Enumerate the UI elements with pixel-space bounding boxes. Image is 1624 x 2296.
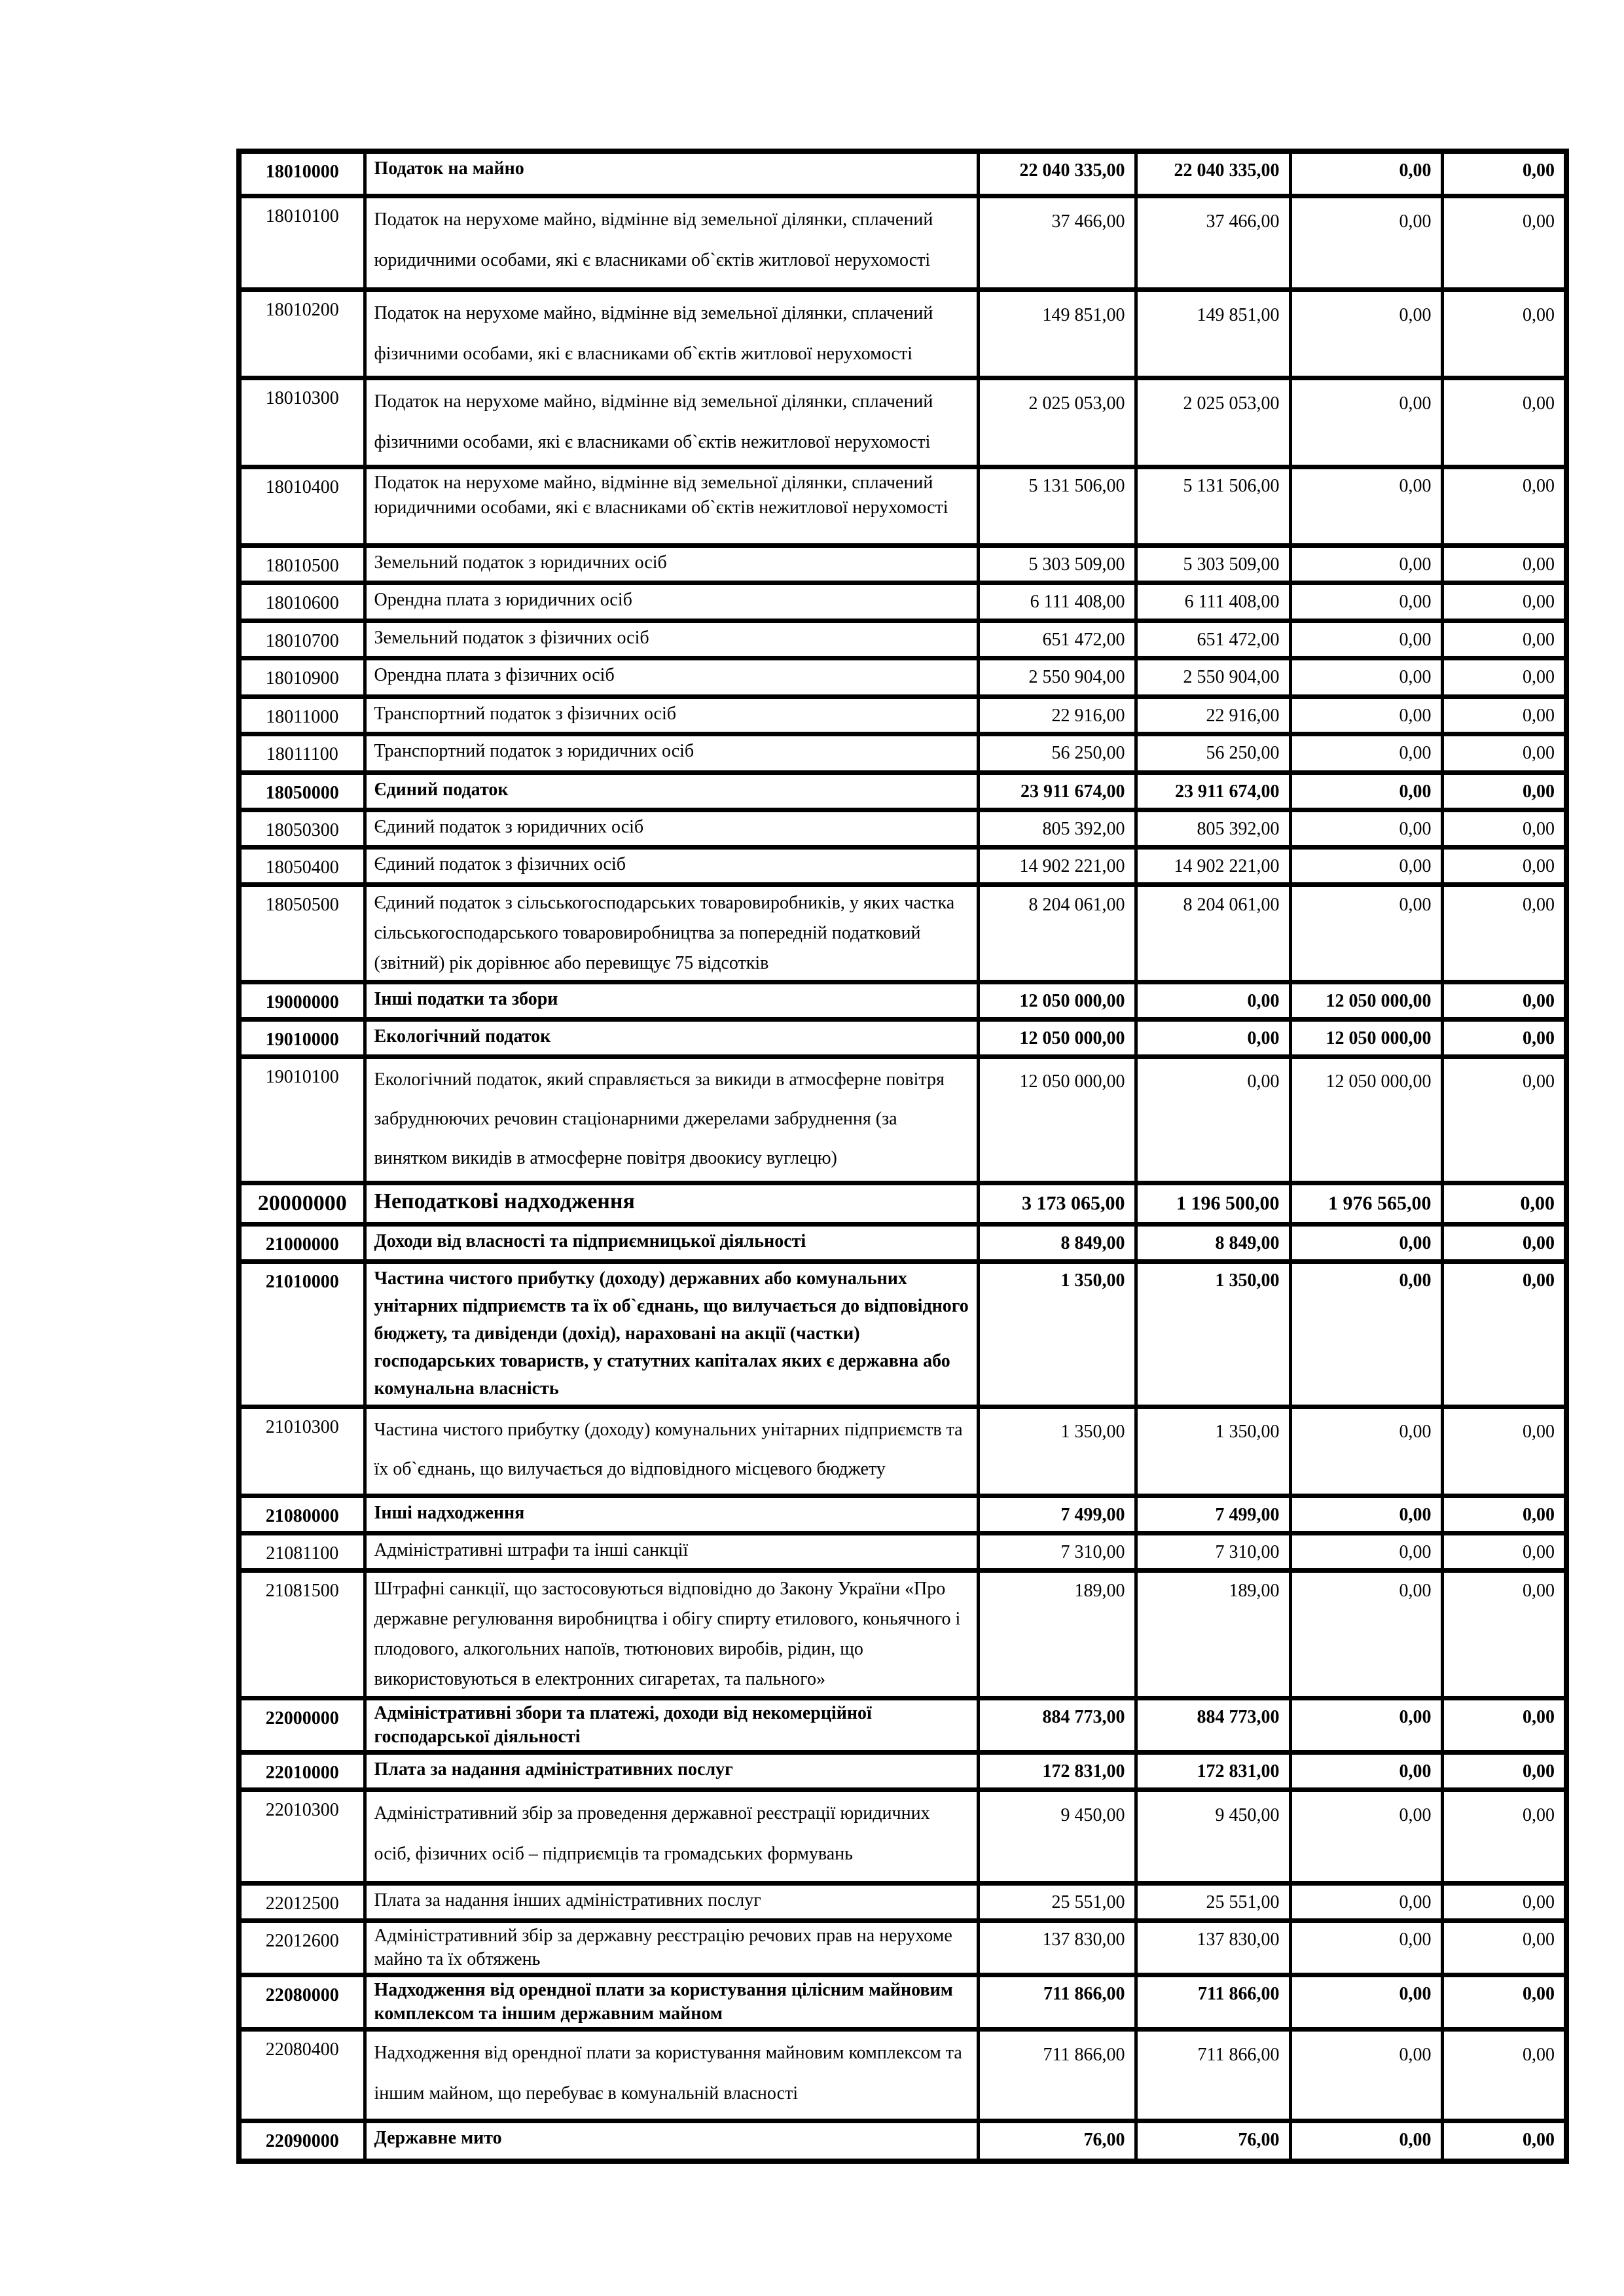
row-description: Транспортний податок з юридичних осіб <box>365 734 978 772</box>
value-col-2: 189,00 <box>1136 1570 1290 1698</box>
value-col-2: 172 831,00 <box>1136 1752 1290 1789</box>
row-description: Надходження від орендної плати за користування цілісним майновим комплексом та іншим державним майном <box>365 1975 978 2029</box>
value-col-3: 12 050 000,00 <box>1290 1056 1442 1183</box>
row-description: Адміністративний збір за проведення державної реєстрації юридичних осіб, фізичних осіб – підприємців та громадських формувань <box>365 1789 978 1883</box>
value-col-3: 0,00 <box>1290 810 1442 847</box>
value-col-1: 711 866,00 <box>978 2029 1136 2121</box>
value-col-3: 0,00 <box>1290 583 1442 620</box>
row-description: Земельний податок з юридичних осіб <box>365 545 978 583</box>
row-description: Доходи від власності та підприємницької діяльності <box>365 1224 978 1261</box>
table-row <box>239 289 1566 378</box>
value-col-4: 0,00 <box>1442 620 1566 658</box>
row-code: 19010100 <box>239 1056 365 1183</box>
value-col-4: 0,00 <box>1442 696 1566 734</box>
table-row <box>239 1752 1566 1789</box>
value-col-2: 8 204 061,00 <box>1136 884 1290 982</box>
value-col-1: 2 550 904,00 <box>978 658 1136 696</box>
value-col-2: 5 303 509,00 <box>1136 545 1290 583</box>
row-code: 18050500 <box>239 884 365 982</box>
table-row <box>239 1789 1566 1883</box>
value-col-3: 0,00 <box>1290 620 1442 658</box>
row-code: 19010000 <box>239 1019 365 1056</box>
table-row <box>239 583 1566 620</box>
table-row <box>239 884 1566 982</box>
value-col-3: 0,00 <box>1290 1570 1442 1698</box>
row-description: Екологічний податок, який справляється за викиди в атмосферне повітря забруднюючих речовин стаціонарними джерелами забруднення (за винятком викидів в атмосферне повітря двоокису вуглецю) <box>365 1056 978 1183</box>
value-col-2: 8 849,00 <box>1136 1224 1290 1261</box>
value-col-1: 7 310,00 <box>978 1533 1136 1570</box>
value-col-3: 0,00 <box>1290 545 1442 583</box>
value-col-2: 56 250,00 <box>1136 734 1290 772</box>
row-description: Орендна плата з юридичних осіб <box>365 583 978 620</box>
value-col-3: 0,00 <box>1290 1975 1442 2029</box>
table-row <box>239 847 1566 884</box>
table-row <box>239 1407 1566 1496</box>
row-description: Транспортний податок з фізичних осіб <box>365 696 978 734</box>
value-col-4: 0,00 <box>1442 772 1566 810</box>
row-description: Штрафні санкції, що застосовуються відповідно до Закону України «Про державне регулювання виробництва і обігу спирту етилового, коньячного і плодового, алкогольних напоїв, тютюнових виробів, рідин, що використовуються в електронних сигаретах, та пального» <box>365 1570 978 1698</box>
value-col-4: 0,00 <box>1442 583 1566 620</box>
value-col-1: 5 303 509,00 <box>978 545 1136 583</box>
table-row <box>239 151 1566 196</box>
value-col-1: 25 551,00 <box>978 1883 1136 1920</box>
table-row <box>239 1496 1566 1533</box>
value-col-3: 0,00 <box>1290 847 1442 884</box>
row-code: 22012600 <box>239 1920 365 1975</box>
table-row <box>239 1019 1566 1056</box>
row-description: Частина чистого прибутку (доходу) державних або комунальних унітарних підприємств та їх об`єднань, що вилучається до відповідного бюджету, та дивіденди (дохід), нараховані на акції (частки) господарських товариств, у статутних капіталах яких є державна або комунальна власність <box>365 1261 978 1407</box>
table-row <box>239 2121 1566 2161</box>
value-col-4: 0,00 <box>1442 1883 1566 1920</box>
value-col-2: 149 851,00 <box>1136 289 1290 378</box>
value-col-3: 0,00 <box>1290 378 1442 467</box>
table-row <box>239 467 1566 545</box>
row-code: 18010600 <box>239 583 365 620</box>
value-col-2: 22 040 335,00 <box>1136 151 1290 196</box>
value-col-1: 805 392,00 <box>978 810 1136 847</box>
table-row <box>239 196 1566 289</box>
value-col-1: 711 866,00 <box>978 1975 1136 2029</box>
value-col-4: 0,00 <box>1442 1019 1566 1056</box>
value-col-1: 12 050 000,00 <box>978 982 1136 1019</box>
row-description: Інші податки та збори <box>365 982 978 1019</box>
row-description: Єдиний податок з юридичних осіб <box>365 810 978 847</box>
table-row <box>239 1570 1566 1698</box>
value-col-4: 0,00 <box>1442 1183 1566 1224</box>
value-col-4: 0,00 <box>1442 1056 1566 1183</box>
row-code: 18010000 <box>239 151 365 196</box>
value-col-3: 0,00 <box>1290 2029 1442 2121</box>
row-description: Податок на нерухоме майно, відмінне від земельної ділянки, сплачений юридичними особами, які є власниками об`єктів нежитлової нерухомості <box>365 467 978 545</box>
row-code: 22000000 <box>239 1698 365 1752</box>
row-code: 21081100 <box>239 1533 365 1570</box>
value-col-2: 76,00 <box>1136 2121 1290 2161</box>
value-col-1: 149 851,00 <box>978 289 1136 378</box>
row-description: Єдиний податок <box>365 772 978 810</box>
value-col-3: 0,00 <box>1290 196 1442 289</box>
table-row <box>239 620 1566 658</box>
value-col-4: 0,00 <box>1442 1752 1566 1789</box>
value-col-1: 14 902 221,00 <box>978 847 1136 884</box>
row-description: Адміністративні збори та платежі, доходи від некомерційної господарської діяльності <box>365 1698 978 1752</box>
value-col-2: 0,00 <box>1136 1019 1290 1056</box>
row-code: 22080400 <box>239 2029 365 2121</box>
value-col-1: 137 830,00 <box>978 1920 1136 1975</box>
table-row <box>239 734 1566 772</box>
value-col-1: 56 250,00 <box>978 734 1136 772</box>
value-col-1: 1 350,00 <box>978 1261 1136 1407</box>
value-col-2: 9 450,00 <box>1136 1789 1290 1883</box>
table-row <box>239 696 1566 734</box>
value-col-2: 14 902 221,00 <box>1136 847 1290 884</box>
value-col-2: 6 111 408,00 <box>1136 583 1290 620</box>
value-col-3: 0,00 <box>1290 734 1442 772</box>
value-col-4: 0,00 <box>1442 545 1566 583</box>
value-col-2: 651 472,00 <box>1136 620 1290 658</box>
value-col-2: 5 131 506,00 <box>1136 467 1290 545</box>
value-col-4: 0,00 <box>1442 1570 1566 1698</box>
value-col-2: 711 866,00 <box>1136 2029 1290 2121</box>
row-code: 22010300 <box>239 1789 365 1883</box>
value-col-4: 0,00 <box>1442 810 1566 847</box>
row-code: 18010900 <box>239 658 365 696</box>
value-col-2: 0,00 <box>1136 982 1290 1019</box>
value-col-1: 12 050 000,00 <box>978 1056 1136 1183</box>
value-col-3: 0,00 <box>1290 1496 1442 1533</box>
value-col-4: 0,00 <box>1442 2029 1566 2121</box>
value-col-1: 3 173 065,00 <box>978 1183 1136 1224</box>
row-description: Плата за надання адміністративних послуг <box>365 1752 978 1789</box>
value-col-1: 22 916,00 <box>978 696 1136 734</box>
value-col-1: 37 466,00 <box>978 196 1136 289</box>
value-col-4: 0,00 <box>1442 467 1566 545</box>
value-col-4: 0,00 <box>1442 1920 1566 1975</box>
value-col-1: 172 831,00 <box>978 1752 1136 1789</box>
row-code: 22012500 <box>239 1883 365 1920</box>
row-description: Податок на майно <box>365 151 978 196</box>
value-col-3: 0,00 <box>1290 1752 1442 1789</box>
row-code: 22080000 <box>239 1975 365 2029</box>
value-col-4: 0,00 <box>1442 151 1566 196</box>
row-description: Надходження від орендної плати за користування майновим комплексом та іншим майном, що перебуває в комунальній власності <box>365 2029 978 2121</box>
value-col-3: 0,00 <box>1290 1407 1442 1496</box>
value-col-2: 805 392,00 <box>1136 810 1290 847</box>
value-col-3: 0,00 <box>1290 696 1442 734</box>
value-col-2: 1 350,00 <box>1136 1261 1290 1407</box>
value-col-3: 0,00 <box>1290 772 1442 810</box>
value-col-2: 22 916,00 <box>1136 696 1290 734</box>
value-col-3: 0,00 <box>1290 2121 1442 2161</box>
value-col-2: 711 866,00 <box>1136 1975 1290 2029</box>
value-col-2: 2 025 053,00 <box>1136 378 1290 467</box>
row-description: Адміністративні штрафи та інші санкції <box>365 1533 978 1570</box>
row-code: 21010300 <box>239 1407 365 1496</box>
row-description: Податок на нерухоме майно, відмінне від земельної ділянки, сплачений фізичними особами, які є власниками об`єктів житлової нерухомості <box>365 289 978 378</box>
value-col-4: 0,00 <box>1442 884 1566 982</box>
value-col-1: 884 773,00 <box>978 1698 1136 1752</box>
value-col-2: 2 550 904,00 <box>1136 658 1290 696</box>
value-col-4: 0,00 <box>1442 1698 1566 1752</box>
row-description: Інші надходження <box>365 1496 978 1533</box>
value-col-3: 0,00 <box>1290 1261 1442 1407</box>
row-description: Єдиний податок з фізичних осіб <box>365 847 978 884</box>
row-description: Земельний податок з фізичних осіб <box>365 620 978 658</box>
table-row <box>239 1533 1566 1570</box>
value-col-1: 1 350,00 <box>978 1407 1136 1496</box>
value-col-3: 0,00 <box>1290 1920 1442 1975</box>
value-col-1: 2 025 053,00 <box>978 378 1136 467</box>
row-description: Орендна плата з фізичних осіб <box>365 658 978 696</box>
row-code: 18010100 <box>239 196 365 289</box>
row-description: Екологічний податок <box>365 1019 978 1056</box>
value-col-1: 6 111 408,00 <box>978 583 1136 620</box>
value-col-4: 0,00 <box>1442 1789 1566 1883</box>
value-col-3: 0,00 <box>1290 884 1442 982</box>
row-code: 18011000 <box>239 696 365 734</box>
value-col-4: 0,00 <box>1442 1496 1566 1533</box>
table-row <box>239 1883 1566 1920</box>
row-code: 18050300 <box>239 810 365 847</box>
value-col-4: 0,00 <box>1442 1261 1566 1407</box>
row-code: 18010400 <box>239 467 365 545</box>
row-code: 22090000 <box>239 2121 365 2161</box>
table-row <box>239 982 1566 1019</box>
row-code: 21000000 <box>239 1224 365 1261</box>
table-row <box>239 1920 1566 1975</box>
value-col-2: 1 350,00 <box>1136 1407 1290 1496</box>
value-col-3: 0,00 <box>1290 658 1442 696</box>
value-col-4: 0,00 <box>1442 1407 1566 1496</box>
table-row <box>239 1698 1566 1752</box>
budget-table-body <box>239 151 1566 2161</box>
row-code: 18011100 <box>239 734 365 772</box>
value-col-2: 0,00 <box>1136 1056 1290 1183</box>
table-row <box>239 545 1566 583</box>
value-col-1: 8 849,00 <box>978 1224 1136 1261</box>
value-col-4: 0,00 <box>1442 196 1566 289</box>
value-col-4: 0,00 <box>1442 734 1566 772</box>
row-code: 18010200 <box>239 289 365 378</box>
table-row <box>239 810 1566 847</box>
value-col-4: 0,00 <box>1442 2121 1566 2161</box>
value-col-3: 0,00 <box>1290 1698 1442 1752</box>
table-row <box>239 772 1566 810</box>
budget-revenue-table <box>236 149 1569 2164</box>
value-col-1: 12 050 000,00 <box>978 1019 1136 1056</box>
row-code: 18050400 <box>239 847 365 884</box>
value-col-1: 5 131 506,00 <box>978 467 1136 545</box>
row-description: Державне мито <box>365 2121 978 2161</box>
value-col-2: 37 466,00 <box>1136 196 1290 289</box>
table-row <box>239 1975 1566 2029</box>
value-col-3: 0,00 <box>1290 467 1442 545</box>
table-row <box>239 2029 1566 2121</box>
row-code: 22010000 <box>239 1752 365 1789</box>
table-row <box>239 658 1566 696</box>
value-col-2: 7 499,00 <box>1136 1496 1290 1533</box>
value-col-3: 12 050 000,00 <box>1290 1019 1442 1056</box>
value-col-4: 0,00 <box>1442 378 1566 467</box>
value-col-4: 0,00 <box>1442 982 1566 1019</box>
value-col-4: 0,00 <box>1442 1975 1566 2029</box>
row-description: Податок на нерухоме майно, відмінне від земельної ділянки, сплачений фізичними особами, які є власниками об`єктів нежитлової нерухомості <box>365 378 978 467</box>
value-col-1: 8 204 061,00 <box>978 884 1136 982</box>
value-col-3: 0,00 <box>1290 1883 1442 1920</box>
row-description: Податок на нерухоме майно, відмінне від земельної ділянки, сплачений юридичними особами, які є власниками об`єктів житлової нерухомості <box>365 196 978 289</box>
row-code: 21081500 <box>239 1570 365 1698</box>
value-col-4: 0,00 <box>1442 1533 1566 1570</box>
value-col-2: 1 196 500,00 <box>1136 1183 1290 1224</box>
value-col-1: 651 472,00 <box>978 620 1136 658</box>
row-description: Плата за надання інших адміністративних послуг <box>365 1883 978 1920</box>
value-col-3: 0,00 <box>1290 289 1442 378</box>
value-col-4: 0,00 <box>1442 658 1566 696</box>
value-col-4: 0,00 <box>1442 289 1566 378</box>
table-row <box>239 378 1566 467</box>
row-code: 19000000 <box>239 982 365 1019</box>
value-col-1: 189,00 <box>978 1570 1136 1698</box>
value-col-2: 7 310,00 <box>1136 1533 1290 1570</box>
row-code: 20000000 <box>239 1183 365 1224</box>
value-col-2: 23 911 674,00 <box>1136 772 1290 810</box>
value-col-3: 0,00 <box>1290 1224 1442 1261</box>
value-col-3: 0,00 <box>1290 1789 1442 1883</box>
value-col-3: 12 050 000,00 <box>1290 982 1442 1019</box>
table-row <box>239 1056 1566 1183</box>
row-code: 18010500 <box>239 545 365 583</box>
value-col-4: 0,00 <box>1442 1224 1566 1261</box>
row-description: Адміністративний збір за державну реєстрацію речових прав на нерухоме майно та їх обтяжень <box>365 1920 978 1975</box>
row-description: Єдиний податок з сільськогосподарських товаровиробників, у яких частка сільськогосподарського товаровиробництва за попередній податковий (звітний) рік дорівнює або перевищує 75 відсотків <box>365 884 978 982</box>
value-col-4: 0,00 <box>1442 847 1566 884</box>
row-code: 18050000 <box>239 772 365 810</box>
table-row <box>239 1261 1566 1407</box>
row-code: 18010700 <box>239 620 365 658</box>
value-col-1: 9 450,00 <box>978 1789 1136 1883</box>
table-row <box>239 1224 1566 1261</box>
row-description: Неподаткові надходження <box>365 1183 978 1224</box>
value-col-2: 25 551,00 <box>1136 1883 1290 1920</box>
table-row <box>239 1183 1566 1224</box>
value-col-1: 22 040 335,00 <box>978 151 1136 196</box>
value-col-1: 76,00 <box>978 2121 1136 2161</box>
row-code: 21080000 <box>239 1496 365 1533</box>
row-description: Частина чистого прибутку (доходу) комунальних унітарних підприємств та їх об`єднань, що вилучається до відповідного місцевого бюджету <box>365 1407 978 1496</box>
value-col-1: 7 499,00 <box>978 1496 1136 1533</box>
row-code: 18010300 <box>239 378 365 467</box>
value-col-1: 23 911 674,00 <box>978 772 1136 810</box>
value-col-3: 1 976 565,00 <box>1290 1183 1442 1224</box>
value-col-3: 0,00 <box>1290 1533 1442 1570</box>
value-col-3: 0,00 <box>1290 151 1442 196</box>
row-code: 21010000 <box>239 1261 365 1407</box>
value-col-2: 884 773,00 <box>1136 1698 1290 1752</box>
value-col-2: 137 830,00 <box>1136 1920 1290 1975</box>
